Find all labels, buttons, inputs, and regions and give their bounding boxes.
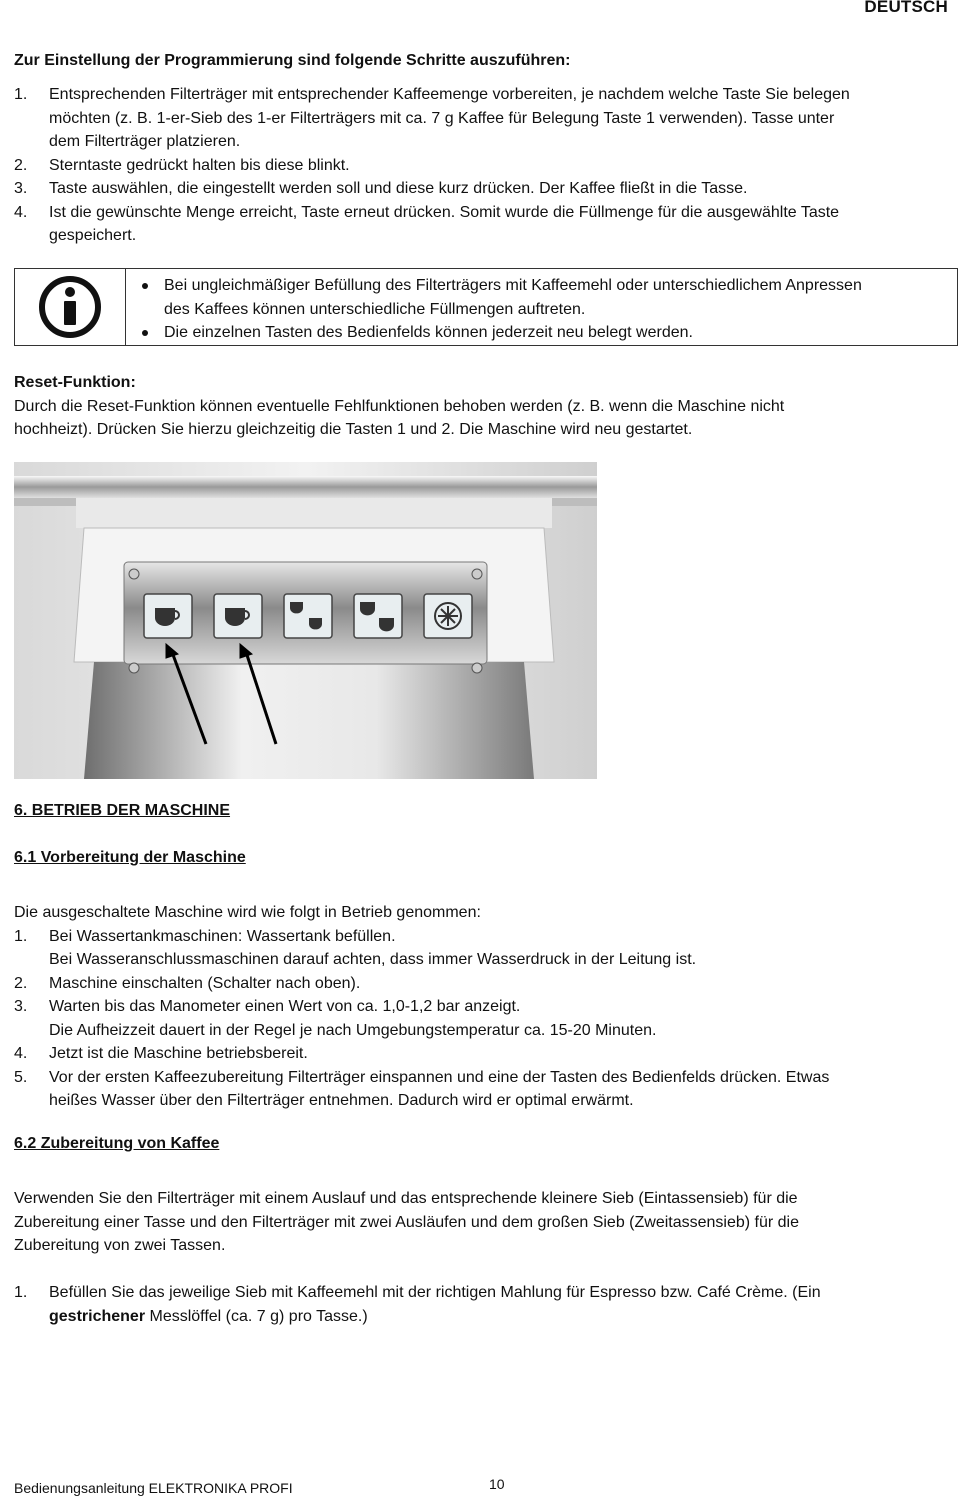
section-6-heading: 6. BETRIEB DER MASCHINE — [14, 802, 231, 819]
info-line: des Kaffees können unterschiedliche Füllmengen auftreten. — [164, 300, 586, 318]
list-item — [14, 83, 946, 154]
step-line: möchten (z. B. 1-er-Sieb des 1-er Filterträgers mit ca. 7 g Kaffee für Belegung Taste 1 verwenden). Tasse unter — [49, 109, 835, 127]
section-6-2-body — [14, 1187, 946, 1258]
info-bullets — [138, 274, 949, 345]
step-line: Bei Wasseranschlussmaschinen darauf achten, dass immer Wasserdruck in der Leitung ist. — [49, 951, 697, 968]
step-line: Entsprechenden Filterträger mit entsprechender Kaffeemenge vorbereiten, je nachdem welche Taste Sie belegen — [49, 86, 850, 103]
step-line: Bei Wassertankmaschinen: Wassertank befüllen. — [49, 927, 396, 945]
step-number: 5. — [14, 1068, 28, 1086]
list-item — [14, 154, 946, 178]
list-item — [14, 177, 946, 201]
list-item — [14, 1042, 946, 1066]
info-icon — [15, 269, 126, 345]
step-number: 3. — [14, 180, 28, 197]
step-line: Taste auswählen, die eingestellt werden soll und diese kurz drücken. Der Kaffee fließt in die Tasse. — [49, 180, 748, 197]
section-6-2-line: Zubereitung einer Tasse und den Filterträger mit zwei Ausläufen und dem großen Sieb (Zweitassensieb) für die — [14, 1213, 800, 1231]
step-number: 2. — [14, 974, 28, 992]
list-item — [14, 995, 946, 1042]
info-bullet — [138, 274, 949, 321]
footer-title: Bedienungsanleitung ELEKTRONIKA PROFI — [14, 1480, 293, 1496]
step-number: 1. — [14, 927, 28, 945]
reset-heading: Reset-Funktion: — [14, 374, 136, 391]
list-item — [14, 201, 946, 248]
page-number: 10 — [489, 1476, 505, 1492]
step-number: 2. — [14, 156, 28, 174]
step-line: Sterntaste gedrückt halten bis diese blinkt. — [49, 156, 350, 174]
section-6-1-intro: Die ausgeschaltete Maschine wird wie folgt in Betrieb genommen: — [14, 904, 481, 921]
step-number: 4. — [14, 203, 28, 221]
section-6-1-body — [14, 901, 946, 1113]
step-line — [49, 1305, 946, 1329]
section-6-2-line: Zubereitung von zwei Tassen. — [14, 1237, 226, 1254]
list-item — [14, 972, 946, 996]
reset-section — [14, 371, 946, 442]
step-line: Maschine einschalten (Schalter nach oben). — [49, 974, 361, 992]
info-bullet — [138, 321, 949, 345]
step-text: Messlöffel (ca. 7 g) pro Tasse.) — [145, 1307, 368, 1325]
info-line: Bei ungleichmäßiger Befüllung des Filterträgers mit Kaffeemehl oder unterschiedlichem Anpressen — [164, 277, 862, 294]
step-line: heißes Wasser über den Filterträger entnehmen. Dadurch wird er optimal erwärmt. — [49, 1092, 634, 1109]
reset-line: Durch die Reset-Funktion können eventuelle Fehlfunktionen behoben werden (z. B. wenn die Maschine nicht — [14, 397, 785, 415]
info-box — [14, 268, 958, 346]
programming-heading: Zur Einstellung der Programmierung sind folgende Schritte auszuführen: — [14, 52, 571, 69]
list-item — [14, 925, 946, 972]
step-line: Vor der ersten Kaffeezubereitung Filterträger einspannen und eine der Tasten des Bedienfelds drücken. Etwas — [49, 1068, 830, 1086]
step-line: gespeichert. — [49, 227, 137, 244]
step-line: dem Filterträger platzieren. — [49, 133, 241, 150]
section-6-2-step — [14, 1281, 946, 1328]
info-line: Die einzelnen Tasten des Bedienfelds können jederzeit neu belegt werden. — [164, 324, 693, 341]
reset-line: hochheizt). Drücken Sie hierzu gleichzeitig die Tasten 1 und 2. Die Maschine wird neu gestartet. — [14, 421, 693, 438]
list-item — [14, 1066, 946, 1113]
section-6-2-heading: 6.2 Zubereitung von Kaffee — [14, 1135, 220, 1152]
step-number: 4. — [14, 1045, 28, 1062]
step-line: Warten bis das Manometer einen Wert von ca. 1,0-1,2 bar anzeigt. — [49, 998, 521, 1015]
programming-steps — [14, 83, 946, 248]
section-6-2-line: Verwenden Sie den Filterträger mit einem Auslauf und das entsprechende kleinere Sieb (Eintassensieb) für die — [14, 1190, 798, 1207]
step-line: Befüllen Sie das jeweilige Sieb mit Kaffeemehl mit der richtigen Mahlung für Espresso bzw. Café Crème. (Ein — [49, 1284, 821, 1301]
step-line: Die Aufheizzeit dauert in der Regel je nach Umgebungstemperatur ca. 15-20 Minuten. — [49, 1021, 657, 1039]
step-line: Ist die gewünschte Menge erreicht, Taste erneut drücken. Somit wurde die Füllmenge für die ausgewählte Taste — [49, 203, 840, 221]
emphasis-text: gestrichener — [49, 1307, 146, 1325]
step-number: 1. — [14, 86, 28, 103]
list-item — [14, 1281, 946, 1328]
step-line: Jetzt ist die Maschine betriebsbereit. — [49, 1045, 308, 1062]
section-6-1-heading: 6.1 Vorbereitung der Maschine — [14, 849, 246, 866]
control-panel-photo — [14, 462, 597, 779]
language-label: DEUTSCH — [864, 0, 948, 16]
step-number: 1. — [14, 1284, 28, 1301]
step-number: 3. — [14, 998, 28, 1015]
